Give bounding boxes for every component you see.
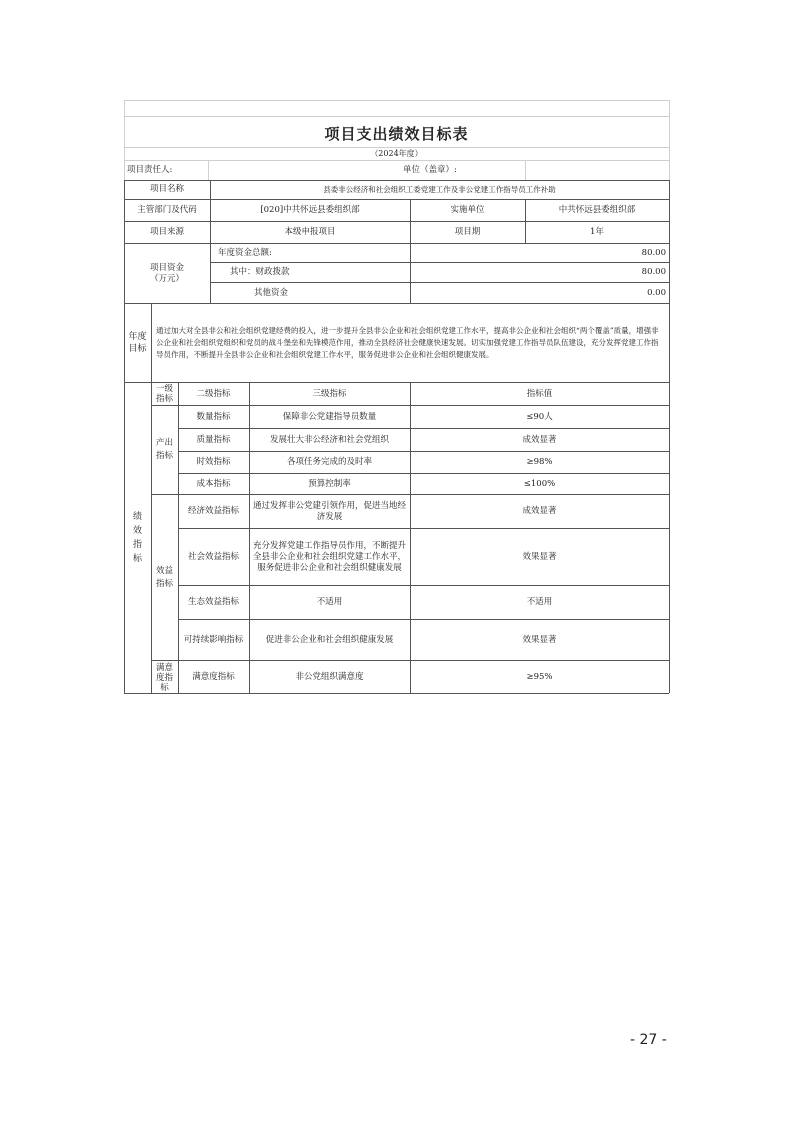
page-number: - 27 - bbox=[630, 1032, 667, 1048]
grid-line bbox=[208, 160, 209, 180]
benefit-value: 效果显著 bbox=[522, 634, 557, 645]
benefit-value: 效果显著 bbox=[522, 551, 557, 562]
fund-other-label: 其他资金 bbox=[254, 287, 289, 298]
benefit-l2: 生态效益指标 bbox=[187, 597, 239, 607]
output-value: 成效显著 bbox=[522, 434, 557, 445]
satisfaction-l2: 满意度指标 bbox=[192, 671, 235, 682]
period-value: 1年 bbox=[590, 227, 604, 237]
year-label: （2024年度） bbox=[370, 149, 423, 158]
page-title: 项目支出绩效目标表 bbox=[324, 124, 469, 143]
source-value: 本级申报项目 bbox=[284, 227, 336, 237]
top-rule bbox=[124, 116, 669, 117]
output-l2: 质量指标 bbox=[196, 434, 231, 445]
satisfaction-label: 满意度指标 bbox=[155, 663, 173, 693]
top-rule bbox=[124, 100, 669, 101]
table-bottom bbox=[124, 693, 669, 694]
output-l3: 发展壮大非公经济和社会党组织 bbox=[269, 434, 389, 445]
goal-text: 通过加大对全县非公和社会组织党建经费的投入，进一步提升全县非公企业和社会组织党建工作水平，提高非公企业和社会组织“两个覆盖”质量，增强非公企业和社会组织党组织和党员的战斗堡垒和先锋模范作用，推动全县经济社会健康快速发展。切实加强党建工作指导员队伍建设，充分发挥党建工作指导员作用，不断提升全县非公企业和社会组织党建工作水平，服务促进非公企业和社会组织健康发展。 bbox=[156, 326, 659, 359]
period-label: 项目期 bbox=[454, 227, 481, 237]
output-value: ≥98% bbox=[526, 457, 553, 467]
benefit-l3: 充分发挥党建工作指导员作用，不断提升全县非公企业和社会组织党建工作水平，服务促进非公企业和社会组织健康发展 bbox=[252, 540, 406, 573]
benefit-l3: 不适用 bbox=[316, 597, 343, 607]
fund-total-value: 80.00 bbox=[641, 247, 666, 258]
grid-line bbox=[210, 243, 211, 304]
impl-value: 中共怀远县委组织部 bbox=[558, 205, 636, 215]
fund-label: 项目资金（万元） bbox=[149, 262, 184, 284]
benefit-l2: 可持续影响指标 bbox=[183, 634, 244, 645]
output-l3: 各项任务完成的及时率 bbox=[286, 457, 372, 467]
satisfaction-value: ≥95% bbox=[526, 671, 553, 682]
output-l2: 成本指标 bbox=[196, 478, 231, 489]
benefit-l3: 通过发挥非公党建引领作用，促进当地经济发展 bbox=[252, 500, 406, 522]
table-right bbox=[669, 180, 670, 693]
source-label: 项目来源 bbox=[149, 227, 184, 237]
fund-total-label: 年度资金总额: bbox=[218, 247, 272, 258]
outer-right-light bbox=[669, 100, 670, 180]
header-l2: 二级指标 bbox=[196, 388, 231, 399]
dept-value: [020]中共怀远县委组织部 bbox=[260, 205, 360, 215]
output-l3: 保障非公党建指导员数量 bbox=[282, 411, 377, 422]
output-label: 产出指标 bbox=[156, 438, 174, 461]
output-l2: 数量指标 bbox=[196, 411, 231, 422]
header-l3: 三级指标 bbox=[312, 388, 347, 399]
output-value: ≤90人 bbox=[526, 411, 553, 422]
responsible-label: 项目责任人: bbox=[127, 164, 173, 175]
fund-other-value: 0.00 bbox=[647, 287, 666, 298]
benefit-value: 不适用 bbox=[526, 597, 553, 607]
header-l1: 一级指标 bbox=[156, 384, 174, 404]
perf-section-label: 绩效指标 bbox=[132, 512, 142, 564]
benefit-l2: 经济效益指标 bbox=[187, 506, 239, 516]
benefit-l3: 促进非公企业和社会组织健康发展 bbox=[265, 634, 394, 645]
project-name-value: 县委非公经济和社会组织工委党建工作及非公党建工作指导员工作补助 bbox=[323, 185, 556, 194]
output-l3: 预算控制率 bbox=[308, 478, 351, 489]
unit-label: 单位（盖章）: bbox=[403, 164, 457, 175]
project-name-label: 项目名称 bbox=[149, 184, 184, 194]
satisfaction-l3: 非公党组织满意度 bbox=[295, 671, 364, 682]
output-value: ≤100% bbox=[523, 478, 556, 489]
output-l2: 时效指标 bbox=[196, 457, 231, 467]
benefit-value: 成效显著 bbox=[522, 506, 557, 516]
benefit-label: 效益指标 bbox=[156, 565, 174, 589]
header-value: 指标值 bbox=[526, 388, 553, 399]
grid-line bbox=[525, 160, 526, 180]
impl-label: 实施单位 bbox=[450, 205, 485, 215]
dept-label: 主管部门及代码 bbox=[137, 205, 197, 215]
benefit-l2: 社会效益指标 bbox=[187, 551, 239, 562]
fund-fiscal-value: 80.00 bbox=[641, 267, 666, 277]
goal-label: 年度目标 bbox=[128, 332, 147, 354]
fund-fiscal-label: 其中：财政拨款 bbox=[230, 267, 290, 277]
